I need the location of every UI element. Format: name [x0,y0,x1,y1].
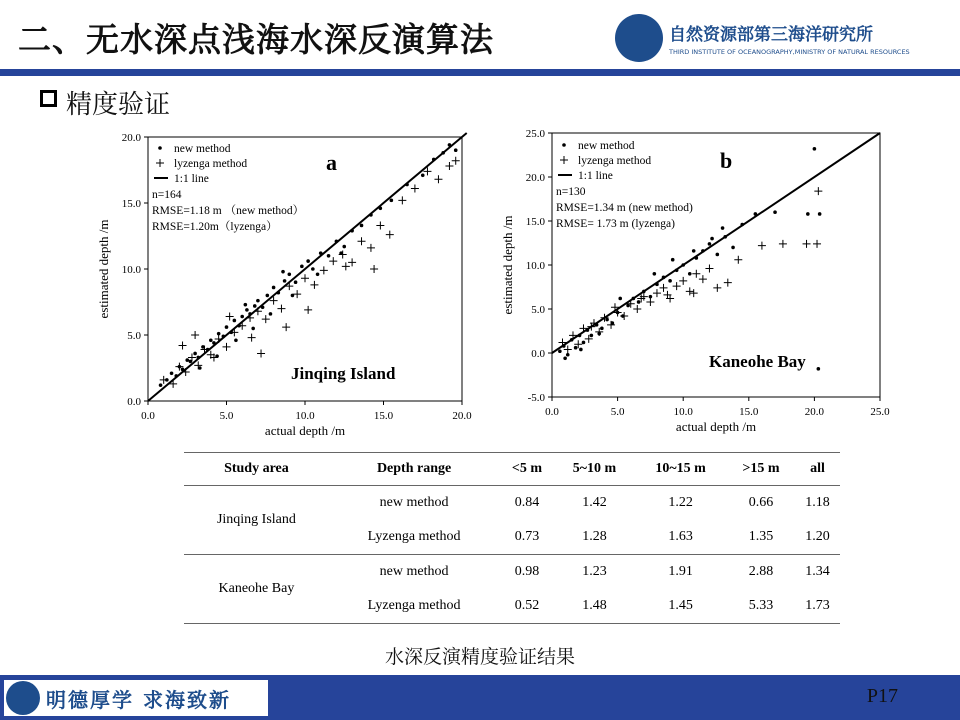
point-new-method [217,332,221,336]
point-new-method [300,265,304,269]
point-lyzenga-method [660,284,668,292]
point-lyzenga-method [304,306,312,314]
point-lyzenga-method [814,187,822,195]
point-new-method [817,367,821,371]
y-tick-label: 5.0 [531,304,545,316]
point-new-method [256,299,260,303]
point-lyzenga-method [310,281,318,289]
point-new-method [185,358,189,362]
x-tick-label: 5.0 [610,406,625,418]
header-divider-bar [0,69,960,76]
y-tick-label: 10.0 [525,260,545,272]
legend-marker-new-method [158,146,162,150]
point-lyzenga-method [653,289,661,297]
x-axis-label: actual depth /m [264,423,346,438]
institute-name-en: THIRD INSTITUTE OF OCEANOGRAPHY,MINISTRY OF NATURAL RESOURCES [669,48,910,56]
point-lyzenga-method [620,312,628,320]
legend-marker-lyzenga [156,159,164,167]
method-cell: Lyzenga method [329,520,499,555]
y-tick-label: 15.0 [525,216,545,228]
chart-annotation: RMSE= 1.73 m (lyzenga) [556,218,675,230]
point-new-method [731,246,735,250]
point-lyzenga-method [633,305,641,313]
point-new-method [454,148,458,152]
point-new-method [159,383,163,387]
value-cell: 1.28 [555,520,635,555]
point-new-method [193,352,197,356]
point-lyzenga-method [262,315,270,323]
value-cell: 1.18 [805,495,830,510]
value-cell: 2.88 [748,564,774,579]
point-new-method [240,315,244,319]
accuracy-table [184,452,840,624]
region-label: Jinqing Island [291,364,396,383]
footer-emblem-icon [6,681,40,715]
x-tick-label: 5.0 [219,410,234,422]
panel-label: a [326,150,337,175]
point-new-method [649,295,653,299]
institute-emblem-icon [615,14,663,62]
value-cell: 0.52 [499,589,554,624]
point-new-method [818,212,822,216]
point-lyzenga-method [329,257,337,265]
point-new-method [266,294,270,298]
point-new-method [288,272,292,276]
point-lyzenga-method [348,258,356,266]
value-cell: 1.35 [727,520,795,555]
point-new-method [306,259,310,263]
point-new-method [688,272,692,276]
point-lyzenga-method [679,277,687,285]
y-tick-label: 5.0 [127,330,141,342]
point-lyzenga-method [713,284,721,292]
x-tick-label: 10.0 [295,410,315,422]
point-new-method [209,338,213,342]
chart-a-jinqing-island [88,128,490,446]
value-cell: 1.45 [634,589,727,624]
y-axis-label: estimated depth /m [500,215,515,315]
method-cell: new method [379,564,449,579]
point-new-method [283,279,287,283]
point-new-method [773,210,777,214]
header-5-10: 5~10 m [555,453,635,486]
point-lyzenga-method [724,279,732,287]
value-cell: 1.91 [668,564,693,579]
y-axis-label: estimated depth /m [96,219,111,319]
point-new-method [600,327,604,331]
point-lyzenga-method [301,274,309,282]
y-tick-label: 0.0 [531,348,545,360]
point-lyzenga-method [191,331,199,339]
table-header-row [184,453,840,486]
point-new-method [590,334,594,338]
chart-annotation: RMSE=1.20m（lyzenga） [152,221,278,233]
table-row [184,486,840,521]
point-new-method [563,356,567,360]
point-new-method [390,199,394,203]
point-lyzenga-method [434,175,442,183]
footer-bar [0,675,960,720]
legend-marker-new-method [562,143,566,147]
header-gt15: >15 m [727,453,795,486]
point-new-method [668,279,672,283]
point-new-method [671,258,675,262]
point-new-method [692,249,696,253]
header-depth-range: Depth range [329,453,499,486]
y-tick-label: 0.0 [127,396,141,408]
point-lyzenga-method [386,231,394,239]
point-new-method [269,312,273,316]
x-axis-label: actual depth /m [675,419,757,434]
legend-label-line: 1:1 line [578,170,613,182]
point-new-method [342,245,346,249]
point-lyzenga-method [686,287,694,295]
point-new-method [708,242,712,246]
point-new-method [233,319,237,323]
point-lyzenga-method [223,343,231,351]
point-new-method [311,267,315,271]
point-lyzenga-method [339,250,347,258]
point-lyzenga-method [179,342,187,350]
point-lyzenga-method [398,196,406,204]
legend-label-lyzenga: lyzenga method [174,158,248,170]
y-tick-label: -5.0 [527,392,545,404]
point-new-method [605,318,609,322]
point-new-method [710,237,714,241]
point-lyzenga-method [293,290,301,298]
point-new-method [558,349,562,353]
value-cell: 1.23 [582,564,607,579]
value-cell: 0.73 [499,520,554,555]
value-cell: 1.20 [795,520,840,555]
chart-annotation: n=164 [152,189,182,201]
table-row [184,555,840,590]
point-new-method [244,303,248,307]
page-number: P17 [866,685,898,707]
y-tick-label: 20.0 [525,172,545,184]
value-cell: 1.63 [634,520,727,555]
region-label: Kaneohe Bay [709,352,806,371]
chart-annotation: RMSE=1.18 m （new method） [152,205,305,217]
y-tick-label: 25.0 [525,128,545,140]
point-lyzenga-method [779,240,787,248]
study-area-cell: Jinqing Island [184,486,329,555]
chart-b-kaneohe-bay [498,126,898,446]
point-new-method [245,308,249,312]
point-new-method [225,325,229,329]
point-new-method [360,224,364,228]
institute-name: 自然资源部第三海洋研究所 [669,25,873,45]
point-lyzenga-method [282,323,290,331]
x-tick-label: 25.0 [870,406,890,418]
point-lyzenga-method [248,334,256,342]
x-tick-label: 0.0 [141,410,155,422]
value-cell: 1.73 [795,589,840,624]
point-new-method [566,353,570,357]
point-new-method [251,327,255,331]
point-lyzenga-method [803,240,811,248]
point-new-method [653,272,657,276]
point-lyzenga-method [160,376,168,384]
point-lyzenga-method [452,157,460,165]
legend-label-new-method: new method [578,140,635,152]
legend-label-line: 1:1 line [174,173,209,185]
point-lyzenga-method [758,242,766,250]
point-lyzenga-method [646,298,654,306]
x-tick-label: 15.0 [739,406,759,418]
value-cell: 0.66 [748,495,774,510]
point-new-method [716,253,720,257]
point-new-method [281,270,285,274]
value-cell: 5.33 [727,589,795,624]
x-tick-label: 10.0 [673,406,693,418]
point-lyzenga-method [376,221,384,229]
value-cell: 0.84 [514,495,540,510]
point-new-method [813,147,817,151]
value-cell: 0.98 [514,564,540,579]
method-cell: new method [379,495,449,510]
chart-annotation: RMSE=1.34 m (new method) [556,202,693,214]
point-new-method [272,286,276,290]
panel-label: b [720,148,733,173]
legend-marker-lyzenga [560,156,568,164]
point-lyzenga-method [673,282,681,290]
header-10-15: 10~15 m [634,453,727,486]
value-cell: 1.42 [582,495,607,510]
y-tick-label: 20.0 [121,132,141,144]
point-lyzenga-method [445,162,453,170]
x-tick-label: 0.0 [545,406,559,418]
point-lyzenga-method [342,262,350,270]
footer-logo [4,680,268,716]
chart-annotation: n=130 [556,186,586,198]
point-lyzenga-method [734,256,742,264]
x-tick-label: 20.0 [804,406,825,418]
point-new-method [574,346,578,350]
point-lyzenga-method [705,265,713,273]
x-tick-label: 15.0 [373,410,394,422]
header-lt5: <5 m [499,453,554,486]
point-lyzenga-method [257,349,265,357]
point-new-method [421,173,425,177]
point-lyzenga-method [370,265,378,273]
slide-title: 二、无水深点浅海水深反演算法 [18,20,494,59]
section-title: 精度验证 [66,90,171,120]
point-new-method [170,371,174,375]
point-lyzenga-method [699,275,707,283]
point-new-method [253,304,257,308]
legend-label-new-method: new method [174,143,231,155]
point-new-method [579,348,583,352]
point-new-method [582,341,586,345]
point-lyzenga-method [411,184,419,192]
point-lyzenga-method [226,313,234,321]
value-cell: 1.34 [805,564,830,579]
footer-motto: 明德厚学 求海致新 [46,688,231,712]
point-new-method [234,338,238,342]
point-new-method [327,254,331,258]
point-new-method [316,272,320,276]
point-lyzenga-method [320,266,328,274]
x-tick-label: 20.0 [452,410,472,422]
method-cell: Lyzenga method [329,589,499,624]
point-lyzenga-method [277,305,285,313]
point-lyzenga-method [358,237,366,245]
legend-label-lyzenga: lyzenga method [578,155,652,167]
y-tick-label: 10.0 [121,264,141,276]
y-tick-label: 15.0 [121,198,141,210]
chart-a-svg [88,128,490,446]
point-lyzenga-method [813,240,821,248]
table-caption: 水深反演精度验证结果 [384,646,575,668]
point-lyzenga-method [367,244,375,252]
chart-b-svg [498,126,898,446]
point-new-method [721,226,725,230]
point-new-method [806,212,810,216]
point-new-method [637,300,641,304]
point-new-method [618,297,622,301]
study-area-cell: Kaneohe Bay [184,555,329,624]
bullet-square-icon [40,90,57,107]
header-study-area: Study area [184,453,329,486]
header-all: all [795,453,840,486]
point-lyzenga-method [607,321,615,329]
value-cell: 1.22 [668,495,693,510]
institute-logo [615,14,935,64]
point-lyzenga-method [692,270,700,278]
point-lyzenga-method [690,289,698,297]
value-cell: 1.48 [555,589,635,624]
point-new-method [294,280,298,284]
